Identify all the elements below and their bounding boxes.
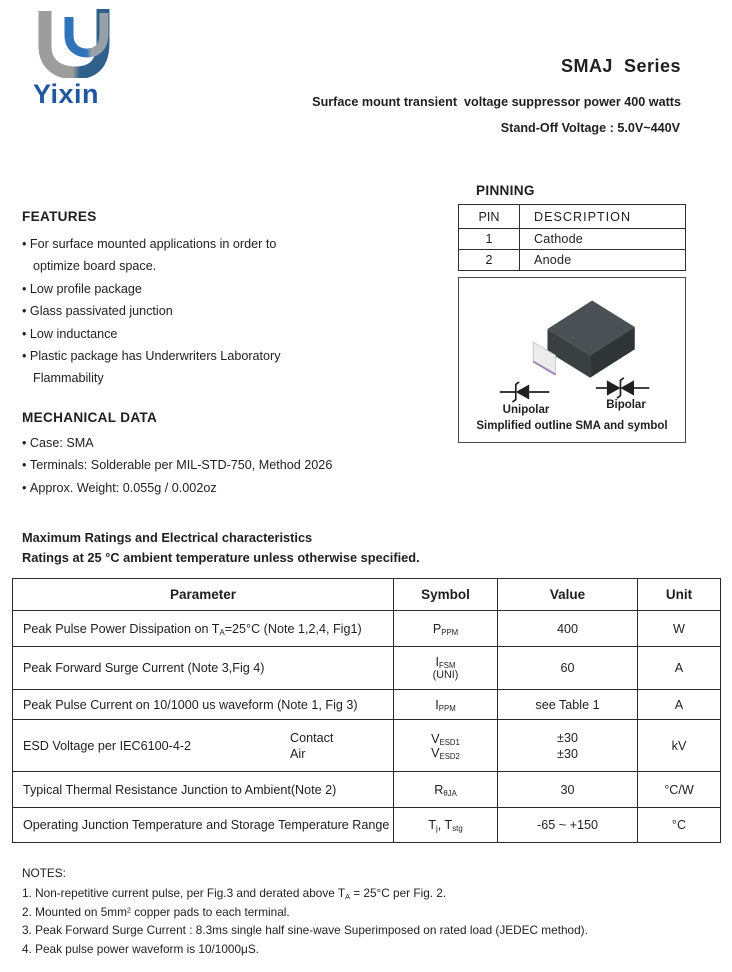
bipolar-label: Bipolar	[606, 399, 646, 411]
mechanical-item	[22, 432, 452, 454]
features-list	[22, 233, 442, 390]
symbol-cell	[394, 690, 498, 720]
symbol-text: $V_{ESD1}$	[431, 731, 460, 747]
parameter-cell	[13, 772, 394, 808]
mechanical-data-section	[22, 410, 452, 499]
standoff-voltage: Stand-Off Voltage : 5.0V~440V	[500, 121, 680, 135]
unit-cell: kV	[638, 720, 721, 772]
notes-list	[22, 884, 588, 958]
symbol-text: $I_{FSM}$	[435, 654, 456, 670]
symbol-cell	[394, 647, 498, 690]
symbol-cell	[394, 772, 498, 808]
pin-description-cell: Cathode	[520, 229, 686, 250]
pin-table-row	[459, 250, 686, 271]
bullet-line-cont: Flammability	[33, 371, 104, 386]
pin-number-cell: 1	[459, 229, 520, 250]
sma-package-image	[517, 284, 649, 378]
feature-item	[22, 323, 442, 345]
product-subtitle: Surface mount transient voltage suppressor power 400 watts	[312, 95, 681, 109]
series-title: SMAJ Series	[560, 56, 681, 76]
package-caption: Simplified outline SMA and symbol	[476, 420, 668, 432]
value-cell	[498, 720, 638, 772]
ratings-row	[13, 611, 721, 647]
symbol-cell	[394, 720, 498, 772]
ratings-row	[13, 720, 721, 772]
symbol-text: $T_j$, $T_{stg}$	[428, 818, 463, 833]
parameter-text: Peak Pulse Current on 10/1000 us waveform (Note 1, Fig 3)	[23, 697, 358, 712]
feature-item	[22, 278, 442, 300]
ratings-row	[13, 690, 721, 720]
parameter-cell	[13, 720, 394, 772]
parameter-sublabel: Air	[290, 746, 306, 761]
value-text: 60	[560, 661, 575, 675]
symbol-cell	[394, 808, 498, 843]
bullet-line: • For surface mounted applications in order to	[22, 233, 442, 255]
ratings-row	[13, 647, 721, 690]
value-cell	[498, 611, 638, 647]
value-text: see Table 1	[535, 697, 600, 712]
bullet-line-cont: optimize board space.	[33, 259, 157, 274]
symbol-text: $V_{ESD2}$	[431, 745, 460, 761]
feature-item	[22, 233, 442, 278]
ratings-heading-line1: Maximum Ratings and Electrical characteristics	[22, 530, 313, 545]
value-text: ±30	[557, 730, 578, 745]
note-item: 2. Mounted on $5mm^2$ copper pads to each terminal.	[22, 904, 290, 919]
pin-table-header-cell: DESCRIPTION	[520, 205, 686, 229]
mechanical-item	[22, 477, 452, 499]
ratings-row	[13, 808, 721, 843]
mechanical-list	[22, 432, 452, 499]
notes-heading: NOTES:	[22, 866, 66, 880]
parameter-text: Typical Thermal Resistance Junction to Ambient(Note 2)	[23, 782, 337, 797]
bullet-line: • Low inductance	[22, 323, 442, 345]
symbol-text: $P_{PPM}$	[432, 621, 459, 637]
ratings-header-cell: Value	[498, 579, 638, 611]
feature-item	[22, 300, 442, 322]
bullet-line: • Low profile package	[22, 278, 442, 300]
pinning-section	[458, 183, 686, 271]
ratings-header-cell: Parameter	[13, 579, 394, 611]
parameter-cell	[13, 611, 394, 647]
mechanical-heading: MECHANICAL DATA	[22, 410, 158, 425]
bullet-line: • Approx. Weight: 0.055g / 0.002oz	[22, 477, 452, 499]
value-cell	[498, 808, 638, 843]
brand-name: Yixin	[33, 79, 100, 109]
unit-cell: °C	[638, 808, 721, 843]
pin-description-cell: Anode	[520, 250, 686, 271]
value-cell	[498, 647, 638, 690]
parameter-cell	[13, 808, 394, 843]
pin-number-cell: 2	[459, 250, 520, 271]
bullet-line: • Case: SMA	[22, 432, 452, 454]
bullet-line: • Plastic package has Underwriters Laboratory	[22, 345, 442, 367]
symbol-text: $I_{PPM}$	[435, 697, 456, 713]
features-section	[22, 209, 442, 390]
parameter-text: ESD Voltage per IEC6100-4-2	[23, 738, 192, 753]
mechanical-item	[22, 454, 452, 476]
parameter-sublabels	[290, 730, 333, 762]
parameter-cell	[13, 647, 394, 690]
bullet-line: • Glass passivated junction	[22, 300, 442, 322]
value-text: 400	[556, 621, 578, 636]
unipolar-label: Unipolar	[502, 404, 550, 416]
ratings-heading-line2: Ratings at 25 °C ambient temperature unless otherwise specified.	[22, 550, 420, 565]
unit-cell: A	[638, 690, 721, 720]
ratings-heading	[22, 528, 420, 568]
value-text: ±30	[557, 746, 578, 761]
ratings-header-row	[13, 579, 721, 611]
features-heading: FEATURES	[22, 209, 97, 224]
package-outline-box	[458, 277, 686, 443]
symbol-text: $R_{\theta JA}$	[434, 782, 457, 798]
brand-logo	[33, 8, 143, 110]
unit-cell: A	[638, 647, 721, 690]
notes-section	[22, 866, 588, 958]
ratings-table	[12, 578, 721, 843]
ratings-header-cell: Symbol	[394, 579, 498, 611]
unipolar-diode-icon	[499, 379, 551, 405]
value-text: -65 ~ +150	[537, 818, 598, 832]
note-item: 1. Non-repetitive current pulse, per Fig.3 and derated above $T_A = 25^\circ C$ per Fig. 2.	[22, 886, 447, 901]
bullet-line: • Terminals: Solderable per MIL-STD-750, Method 2026	[22, 454, 452, 476]
pin-table-row	[459, 229, 686, 250]
feature-item	[22, 345, 442, 390]
ratings-header-cell: Unit	[638, 579, 721, 611]
bipolar-diode-icon	[595, 375, 651, 401]
ratings-row	[13, 772, 721, 808]
parameter-text: Peak Forward Surge Current (Note 3,Fig 4)	[23, 661, 265, 675]
pin-table	[458, 204, 686, 271]
pin-table-header-cell: PIN	[459, 205, 520, 229]
pinning-heading: PINNING	[476, 183, 535, 198]
pin-table-header-row	[459, 205, 686, 229]
unit-cell: °C/W	[638, 772, 721, 808]
unit-cell: W	[638, 611, 721, 647]
symbol-text: (UNI)	[432, 668, 459, 681]
value-cell	[498, 772, 638, 808]
parameter-text: Peak Pulse Power Dissipation on $T_A=25^\circ C$ (Note 1,2,4, Fig1)	[23, 621, 362, 637]
parameter-text: Operating Junction Temperature and Storage Temperature Range	[23, 818, 390, 832]
value-text: 30	[560, 782, 575, 797]
symbol-cell	[394, 611, 498, 647]
value-cell	[498, 690, 638, 720]
note-item: 3. Peak Forward Surge Current : 8.3ms single half sine-wave Superimposed on rated load (JEDEC method).	[22, 923, 588, 938]
parameter-sublabel: Contact	[290, 730, 334, 745]
yixin-logo-icon	[33, 8, 137, 78]
note-item: 4. Peak pulse power waveform is 10/1000μS.	[22, 941, 259, 956]
parameter-cell	[13, 690, 394, 720]
